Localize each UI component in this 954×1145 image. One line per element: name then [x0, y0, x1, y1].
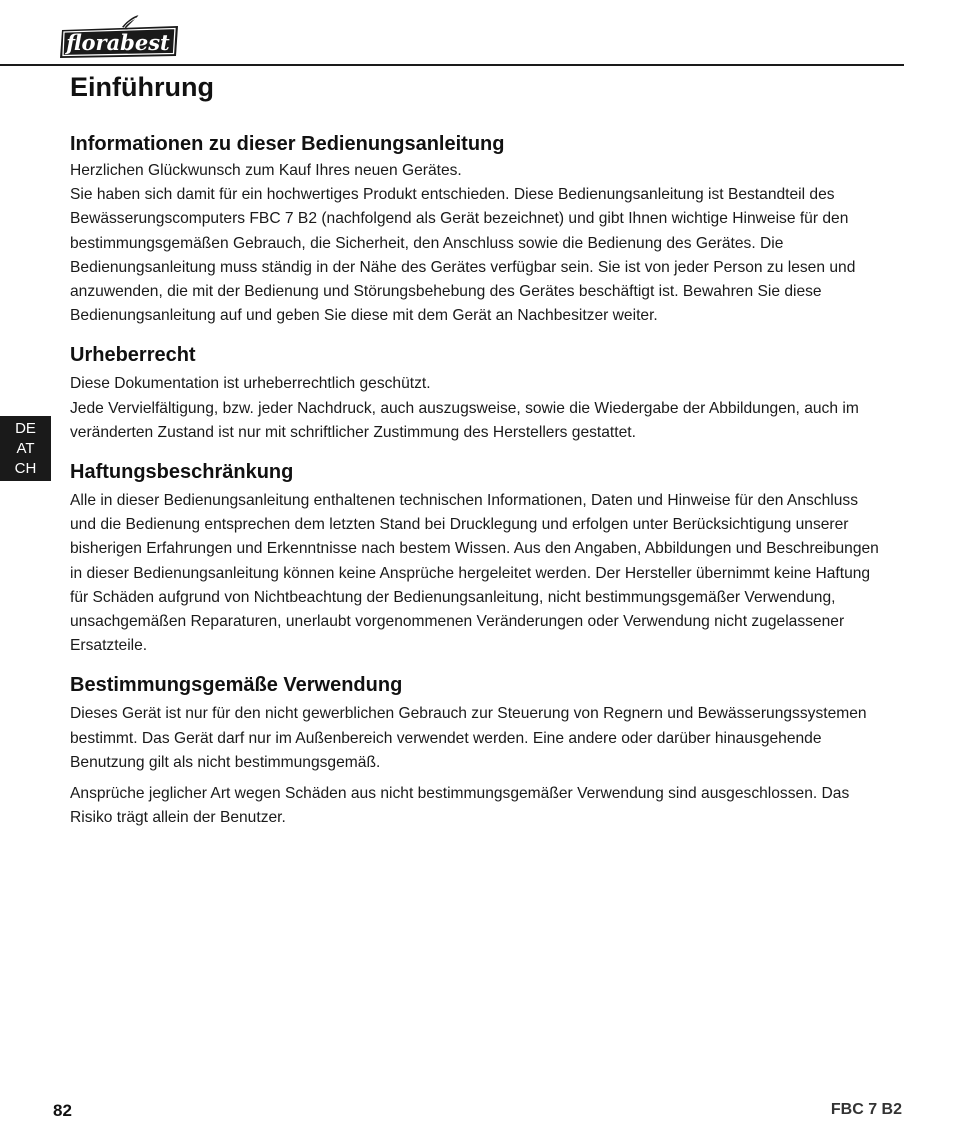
section-bestimmungsgemaesse-verwendung — [70, 672, 885, 830]
section-heading: Bestimmungsgemäße Verwendung — [70, 674, 403, 697]
language-de: DE — [15, 419, 36, 437]
paragraph: Sie haben sich damit für ein hochwertiges Produkt entschieden. Diese Bedienungsanleitung ist Bestandteil des Bewässerungscomputers FBC 7 B2 (nachfolgend als Gerät bezeichnet) und gibt Ihnen wichtige Hinweise für den bestimmungsgemäßen Gebrauch, die Sicherheit, den Anschluss sowie die Bedienung des Gerätes. Die Bedienungsanleitung muss ständig in der Nähe des Gerätes verfügbar sein. Sie ist von jeder Person zu lesen und anzuwenden, die mit der Bedienung und Störungsbehebung des Gerätes beschäftigt ist. Bewahren Sie diese Bedienungsanleitung auf und geben Sie diese mit dem Gerät an Nachbesitzer weiter. — [70, 186, 856, 325]
paragraph: Dieses Gerät ist nur für den nicht gewerblichen Gebrauch zur Steuerung von Regnern und Bewässerungssystemen bestimmt. Das Gerät darf nur im Außenbereich verwendet werden. Eine andere oder darüber hinausgehende Benutzung gilt als nicht bestimmungsgemäß. — [70, 705, 867, 771]
section-urheberrecht — [70, 342, 885, 445]
page-title: Einführung — [70, 72, 214, 102]
florabest-logo — [60, 14, 180, 60]
language-ch: CH — [14, 459, 37, 477]
section-heading: Haftungsbeschränkung — [70, 461, 294, 484]
main-content — [70, 131, 885, 830]
page-number: 82 — [53, 1101, 72, 1120]
paragraph: Diese Dokumentation ist urheberrechtlich geschützt. — [70, 375, 431, 393]
section-bedienungsanleitung-info — [70, 131, 885, 328]
section-heading: Urheberrecht — [70, 344, 196, 367]
paragraph: Jede Vervielfältigung, bzw. jeder Nachdruck, auch auszugsweise, sowie die Wiedergabe der Abbildungen, auch im veränderten Zustand ist nur mit schriftlicher Zustimmung des Herstellers gestattet. — [70, 399, 859, 441]
language-tab — [0, 416, 51, 481]
section-heading: Informationen zu dieser Bedienungsanleitung — [70, 133, 505, 155]
paragraph: Alle in dieser Bedienungsanleitung enthaltenen technischen Informationen, Daten und Hinweise für den Anschluss und die Bedienung entsprechen dem letzten Stand bei Drucklegung und erfolgen unter Berücksichtigung unserer bisherigen Erfahrungen und Erkenntnisse nach bestem Wissen. Aus den Angaben, Abbildungen und Beschreibungen in dieser Bedienungsanleitung können keine Ansprüche hergeleitet werden. Der Hersteller übernimmt keine Haftung für Schäden aufgrund von Nichtbeachtung der Bedienungsanleitung, nicht bestimmungsgemäßer Verwendung, unsachgemäßen Reparaturen, unerlaubt vorgenommenen Veränderungen oder Verwendung nicht zugelassener Ersatzteile. — [70, 492, 879, 655]
language-at: AT — [16, 439, 35, 457]
model-number: FBC 7 B2 — [830, 1101, 902, 1118]
header-divider — [0, 64, 904, 66]
svg-text:florabest: florabest — [66, 30, 170, 55]
section-haftungsbeschraenkung — [70, 459, 885, 658]
paragraph: Herzlichen Glückwunsch zum Kauf Ihres neuen Gerätes. — [70, 162, 462, 179]
paragraph: Ansprüche jeglicher Art wegen Schäden aus nicht bestimmungsgemäßer Verwendung sind ausgeschlossen. Das Risiko trägt allein der Benutzer. — [70, 785, 850, 827]
